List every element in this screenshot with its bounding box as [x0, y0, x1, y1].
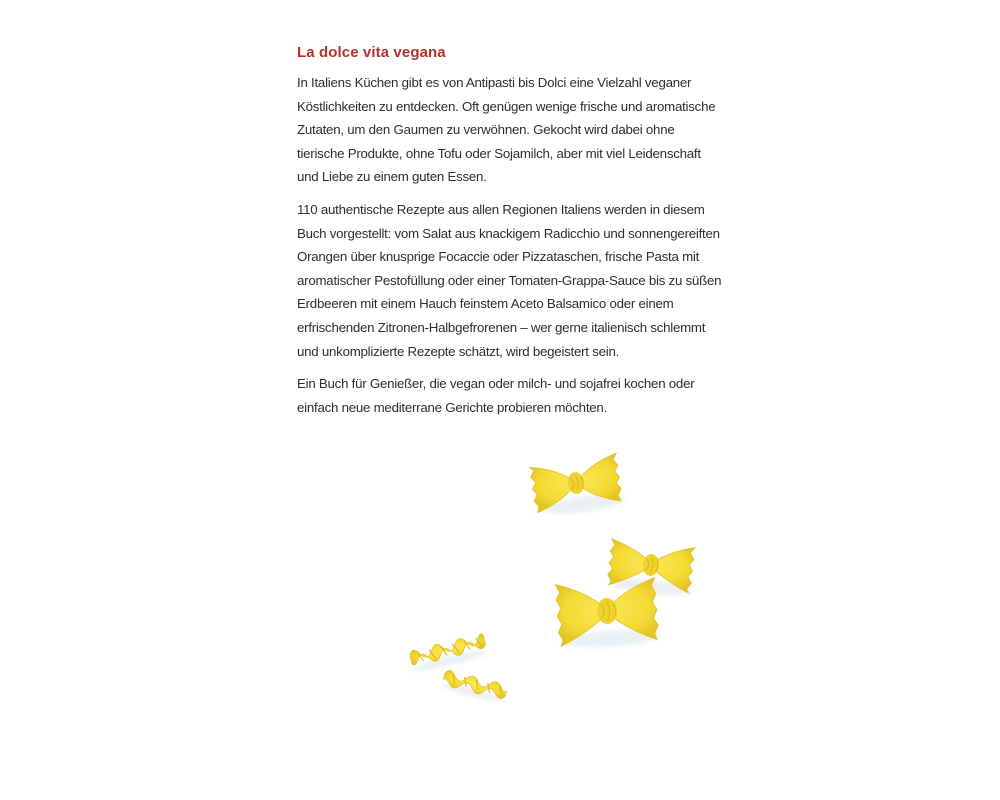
blurb-text-block: [297, 44, 722, 428]
blurb-paragraph-2: 110 authentische Rezepte aus allen Regionen Italiens werden in diesem Buch vorgestellt: vom Salat aus knackigem Radicchio und sonnengereiften Orangen über knusprige Focaccie oder Pizzataschen, frische Pasta mit aromatischer Pestofüllung oder einer Tomaten-Grappa-Sauce bis zu süßen Erdbeeren mit einem Hauch feinstem Aceto Balsamico oder einem erfrischenden Zitronen-Halbgefrorenen – wer gerne italienisch schlemmt und unkomplizierte Rezepte schätzt, wird begeistert sein.: [297, 201, 722, 359]
fusilli-pasta-icon: [409, 633, 489, 675]
farfalle-pasta-icon: [529, 453, 628, 519]
farfalle-pasta-icon: [555, 577, 661, 650]
blurb-paragraph-3: Ein Buch für Genießer, die vegan oder milch- und sojafrei kochen oder einfach neue mediterrane Gerichte probieren möchten.: [297, 376, 695, 415]
farfalle-pasta-icon: [606, 539, 697, 599]
page-title: La dolce vita vegana: [297, 44, 446, 61]
fusilli-pasta-icon: [441, 669, 508, 704]
blurb-paragraph-1: In Italiens Küchen gibt es von Antipasti bis Dolci eine Vielzahl veganer Köstlichkeiten zu entdecken. Oft genügen wenige frische und aromatische Zutaten, um den Gaumen zu verwöhnen. Gekocht wird dabei ohne tierische Produkte, ohne Tofu oder Sojamilch, aber mit viel Leidenschaft und Liebe zu einem guten Essen.: [297, 75, 716, 185]
